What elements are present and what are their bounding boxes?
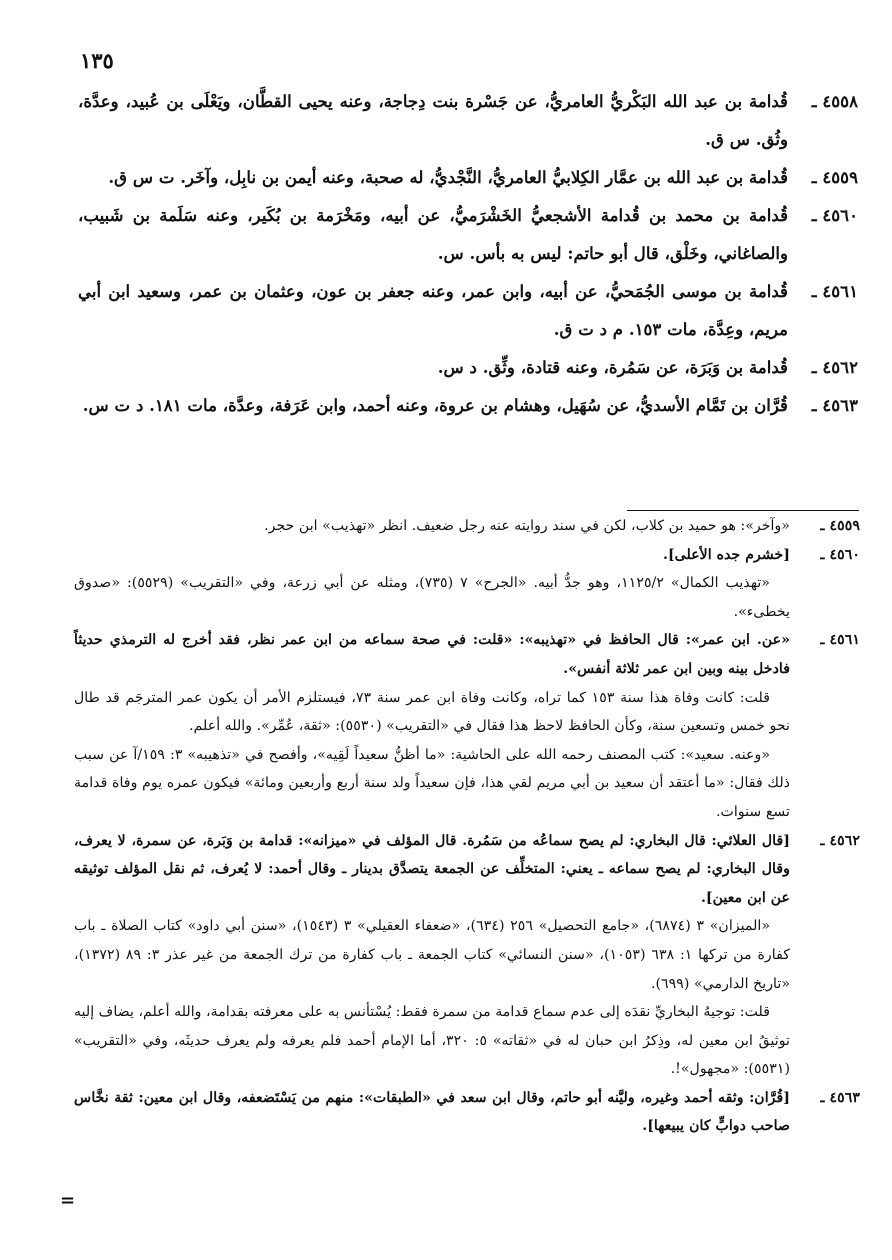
entry-number: ٤٥٦٣ ـ [811, 395, 858, 415]
footnote-paragraph: «وعنه. سعيد»: كتب المصنف رحمه الله على الحاشية: «ما أظنُّ سعيداً لَقِيه»، وأفصح في «تذهيبه» ٣: ١٥٩/آ عن سبب ذلك فقال: «ما أعتقد أن سعيد بن أبي مريم لقي هذا، فإن سعيداً ولد سنة أربع وأربعين ومائة» فيكون عمره يوم وفاة قدامة تسع سنوات. [74, 746, 790, 820]
entry-number: ٤٥٦٢ ـ [811, 357, 858, 377]
footnote-heading: [خشرم جده الأعلى]. [663, 546, 790, 563]
entry-4562 [78, 348, 858, 386]
footnote-paragraph: قلت: توجيهُ البخاريِّ نقدَه إلى عدم سماع قدامة من سمرة فقط: يُسْتأنس به على معرفته بقدامة، والله أعلم، يضاف إليه توثيقُ ابن معين له، وذِكرُ ابن حبان له في «ثقاته» ٥: ٣٢٠، أما الإمام أحمد فلم يعرفه ولم يعرف حديثَه، وفي «التقريب» (٥٥٣١): «مجهول»!. [74, 1004, 791, 1078]
footnote-4560 [74, 541, 860, 627]
entry-text: قُرَّان بن تَمَّام الأسديُّ، عن سُهَيل، وهشام بن عروة، وعنه أحمد، وابن عَرَفة، وعدَّة، مات ١٨١. د ت س. [82, 395, 788, 415]
footnote-number: ٤٥٦٠ ـ [820, 546, 860, 563]
entry-text: قُدامة بن محمد بن قُدامة الأشجعيُّ الخَشْرَميُّ، عن أبيه، ومَخْرَمة بن بُكَير، وعنه سَلَمة بن شَبيب، والصاغاني، وخَلْق، قال أبو حاتم: ليس به بأس. س. [78, 205, 788, 263]
entry-4561 [78, 272, 858, 348]
footnote-4562 [74, 827, 860, 1084]
footnote-text: «وآخر»: هو حميد بن كلاب، لكن في سند روايته عنه رجل ضعيف. انظر «تهذيب» ابن حجر. [264, 518, 790, 534]
entry-number: ٤٥٦٠ ـ [811, 205, 858, 225]
page-number: ١٣٥ [80, 48, 114, 73]
main-text [78, 82, 858, 424]
footnote-number: ٤٥٥٩ ـ [820, 518, 860, 534]
entry-number: ٤٥٥٩ ـ [811, 167, 858, 187]
footnote-number: ٤٥٦٣ ـ [820, 1089, 860, 1106]
entry-4559 [78, 158, 858, 196]
footnote-heading: «عن. ابن عمر»: قال الحافظ في «تهذيبه»: «قلت: في صحة سماعه من ابن عمر نظر، فقد أخرج له الترمذي حديثاً فادخل بينه وبين ابن عمر ثلاثة أنفس». [74, 632, 790, 677]
entry-text: قُدامة بن موسى الجُمَحيُّ، عن أبيه، وابن عمر، وعنه جعفر بن عون، وعثمان بن عمر، وسعيد ابن أبي مريم، وعِدَّة، مات ١٥٣. م د ت ق. [78, 281, 788, 339]
footnotes [74, 512, 860, 1141]
footnote-4561 [74, 626, 860, 826]
footnote-4563 [74, 1084, 860, 1141]
footnote-text: [قُرَّان: وثقه أحمد وغيره، وليَّنه أبو حاتم، وقال ابن سعد في «الطبقات»: منهم من يَسْتَضعفه، وقال ابن معين: ثقة نخَّاس صاحب دوابٍّ كان يبيعها]. [74, 1089, 790, 1135]
entry-text: قُدامة بن عبد الله البَكْريُّ العامريُّ، عن جَسْرة بنت دِجاجة، وعنه يحيى القطَّان، ويَعْلَى بن عُبيد، وعدَّة، وثُق. س ق. [78, 91, 788, 149]
entry-text: قُدامة بن عبد الله بن عمَّار الكِلابيُّ العامريُّ، النَّجْديُّ، له صحبة، وعنه أيمن بن نابِل، وآخَر. ت س ق. [108, 167, 788, 187]
footnote-paragraph: «الميزان» ٣ (٦٨٧٤)، «جامع التحصيل» ٢٥٦ (٦٣٤)، «ضعفاء العقيلي» ٣ (١٥٤٣)، «سنن أبي داود» كتاب الصلاة ـ باب كفارة من تركها ١: ٦٣٨ (١٠٥٣)، «سنن النسائي» كتاب الجمعة ـ باب كفارة من ترك الجمعة من غير عذر ٣: ٨٩ (١٣٧٢)، «تاريخ الدارمي» (٦٩٩). [74, 918, 790, 992]
footnote-paragraph: «تهذيب الكمال» ١١٢٥/٢، وهو جدُّ أبيه. «الجرح» ٧ (٧٣٥)، ومثله عن أبي زرعة، وفي «التقريب» (٥٥٢٩): «صدوق يخطىء». [74, 575, 790, 620]
entry-4560 [78, 196, 858, 272]
entry-number: ٤٥٥٨ ـ [811, 91, 858, 111]
entry-number: ٤٥٦١ ـ [811, 281, 858, 301]
entry-text: قُدامة بن وَبَرَة، عن سَمُرة، وعنه قتادة، وثِّق. د س. [437, 357, 788, 377]
footnote-number: ٤٥٦١ ـ [820, 632, 860, 649]
continuation-mark: = [60, 1190, 76, 1211]
footnote-divider [627, 510, 859, 511]
footnote-heading: [قال العلائي: قال البخاري: لم يصح سماعُه من سَمُرة. قال المؤلف في «ميزانه»: قدامة بن وَبَرة، عن سمرة، لا يعرف، وقال البخاري: لم يصح سماعه ـ يعني: المتخلِّف عن الجمعة يتصدَّق بدينار ـ وقال أحمد: لا يُعرف، ثم نقل المؤلف توثيقه عن ابن معين]. [74, 832, 790, 906]
footnote-number: ٤٥٦٢ ـ [820, 832, 860, 849]
entry-4558 [78, 82, 858, 158]
footnote-4559 [74, 512, 860, 541]
entry-4563 [78, 386, 858, 424]
footnote-paragraph: قلت: كانت وفاة هذا سنة ١٥٣ كما تراه، وكانت وفاة ابن عمر سنة ٧٣، فيستلزم الأمر أن يكون عمر المترجَم قد طال نحو خمس وتسعين سنة، وكأن الحافظ لاحظ هذا فقال في «التقريب» (٥٥٣٠): «ثقة، عُمِّر». والله أعلم. [74, 689, 790, 735]
